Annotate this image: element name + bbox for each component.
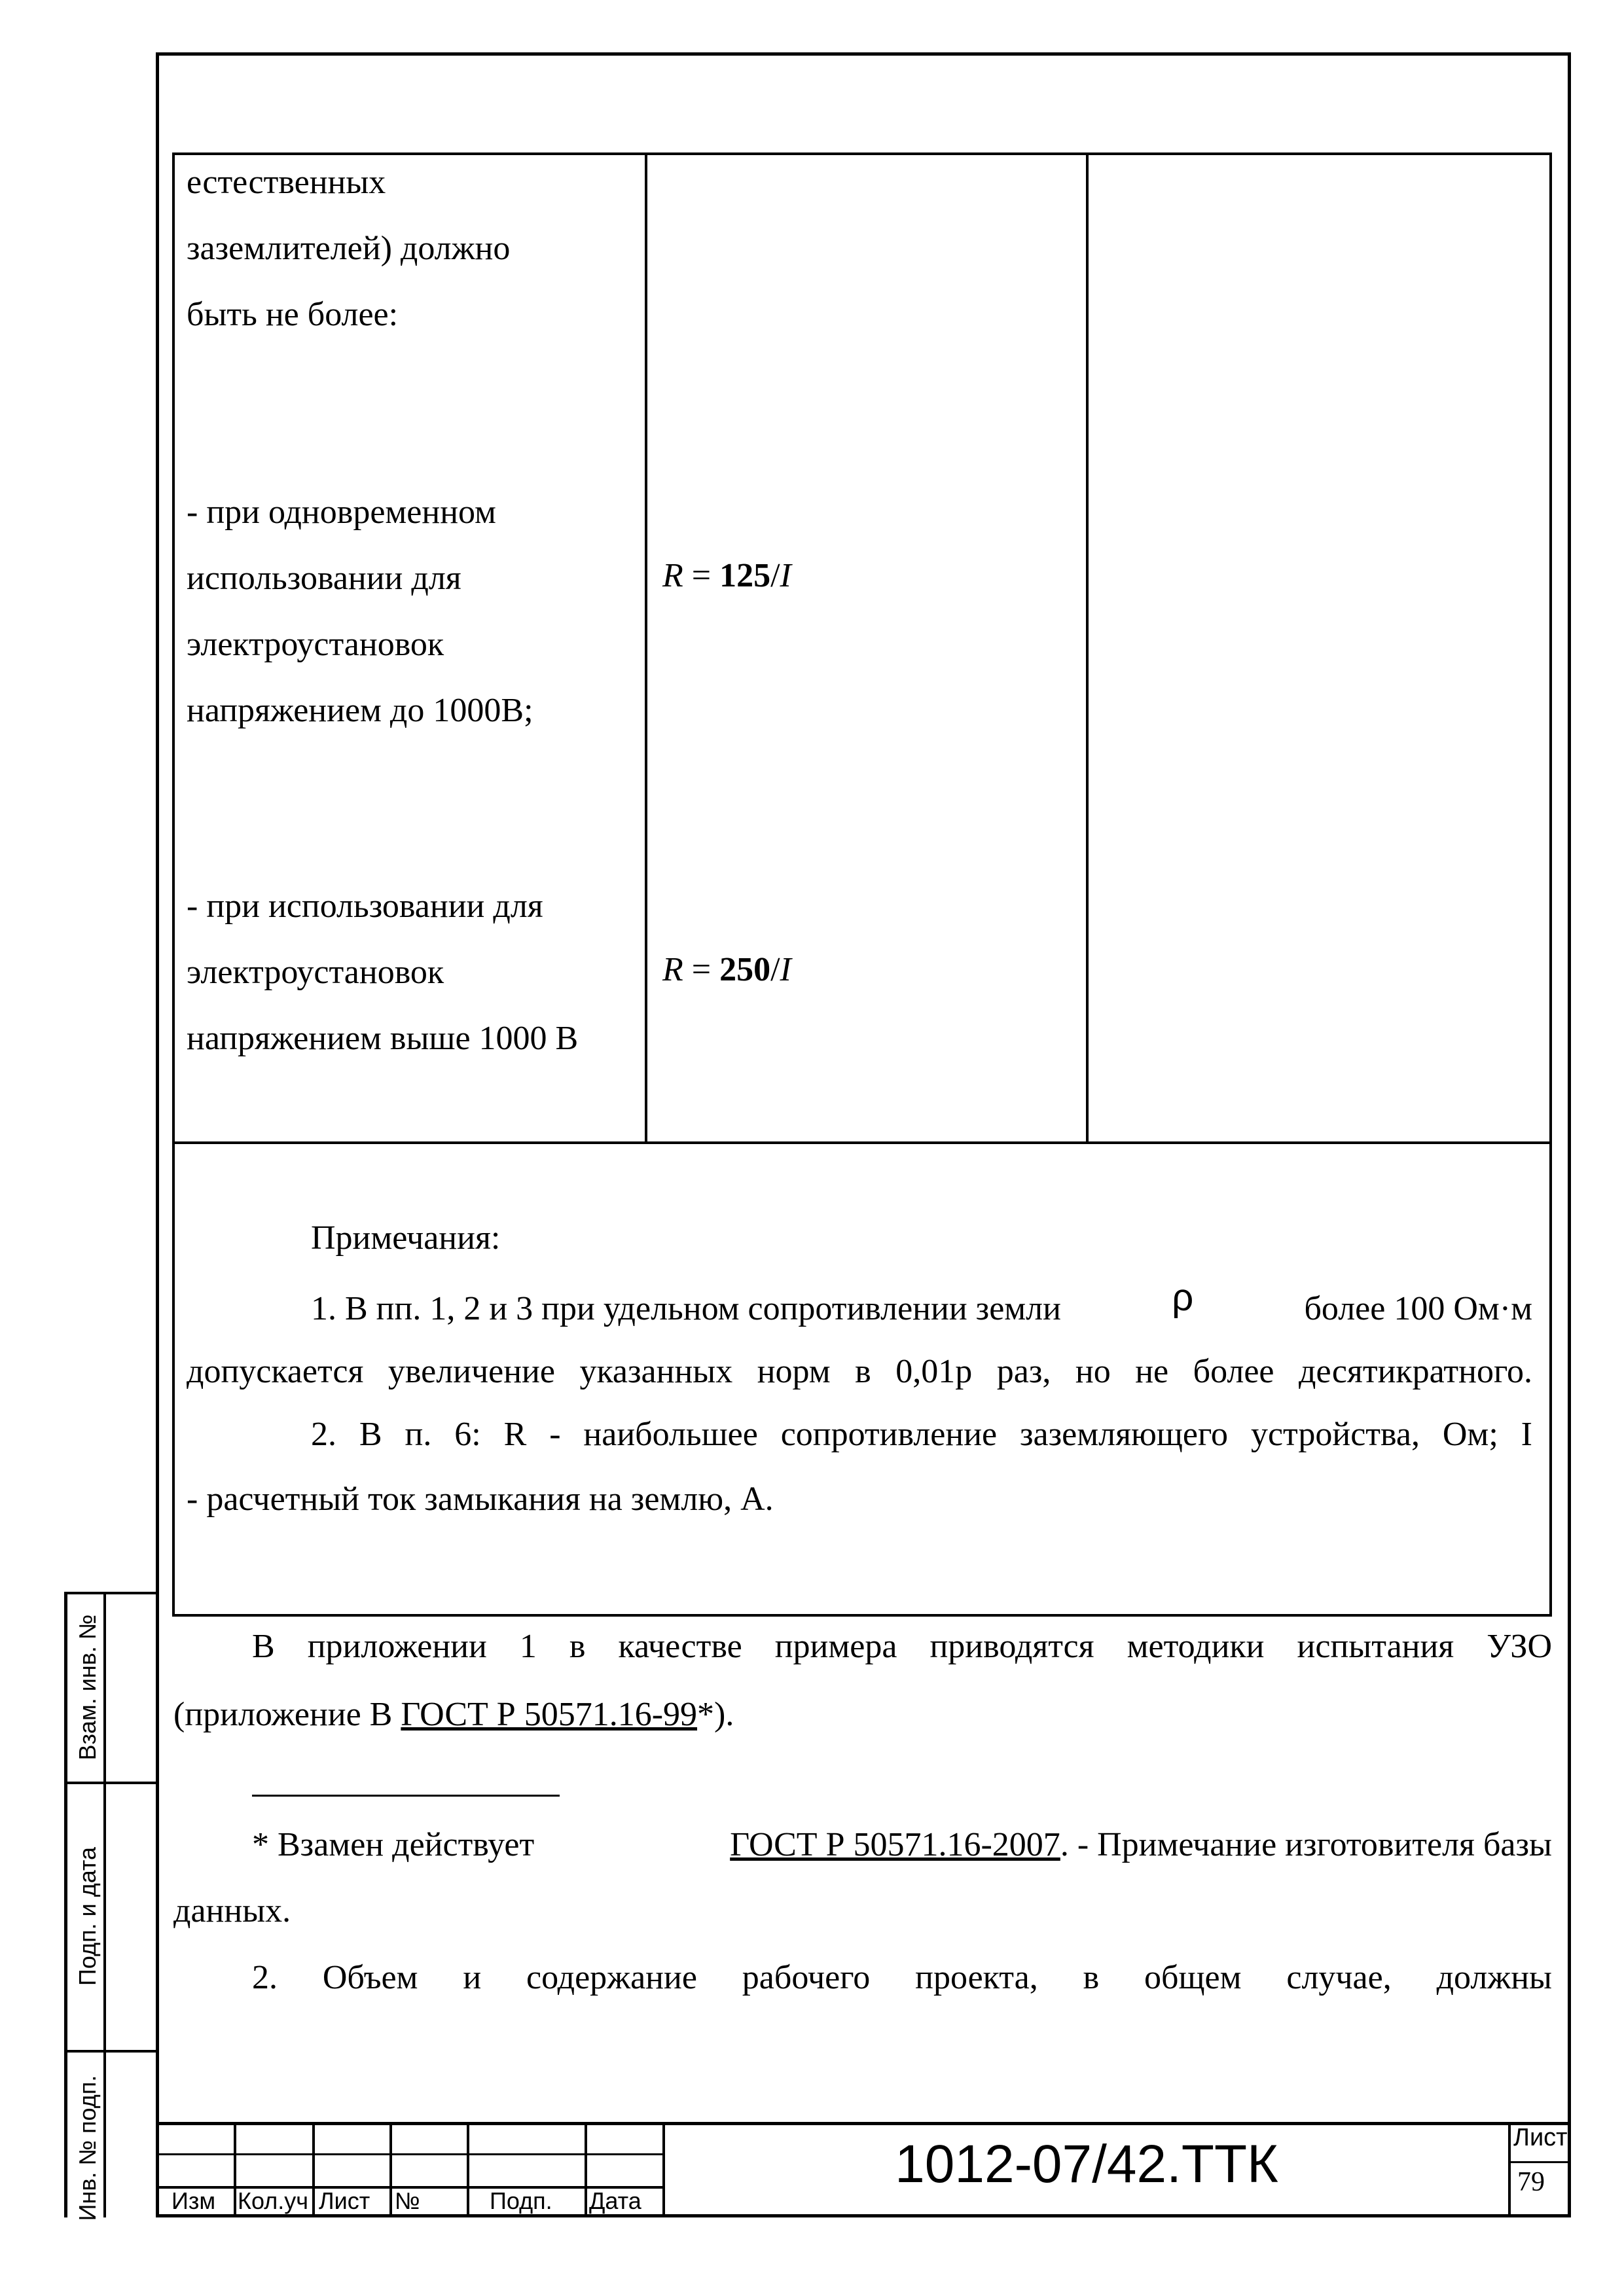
side-label-inv: Инв. № подп. <box>74 2075 101 2221</box>
footnote-line1 <box>252 1811 1552 1879</box>
stamp-header-list: Лист <box>319 2187 370 2214</box>
stamp-header-izm: Изм <box>171 2187 216 2214</box>
side-label-vzam: Взам. инв. № <box>74 1614 101 1761</box>
footnote-line2: данных. <box>173 1892 291 1929</box>
note1-line1-a: 1. В пп. 1, 2 и 3 при удельном сопротивлении земли <box>311 1290 1061 1327</box>
footnote-line1-a: * Взамен действует <box>252 1826 535 1863</box>
table-col1-line-7: напряжением до 1000В; <box>187 692 533 729</box>
formula-125 <box>662 556 791 595</box>
gost-link-1[interactable]: ГОСТ Р 50571.16-99 <box>401 1696 698 1733</box>
table-col1-line-10: напряжением выше 1000 В <box>187 1020 579 1057</box>
note1-line1-b: более 100 Ом·м <box>1304 1290 1532 1327</box>
table-col1-line-1: естественных <box>187 164 386 201</box>
table-col1-line-3: быть не более: <box>187 296 399 333</box>
table-col1-line-2: заземлителей) должно <box>187 230 511 267</box>
para1-line1: В приложении 1 в качестве примера приводятся методики испытания УЗО <box>252 1628 1552 1665</box>
para1-line2-b: *). <box>697 1696 734 1733</box>
formula-250-var: I <box>780 951 791 988</box>
formula-250-num: 250 <box>719 951 771 988</box>
side-label-podp: Подп. и дата <box>74 1846 101 1986</box>
note2-line1: 2. В п. 6: R - наибольшее сопротивление заземляющего устройства, Ом; I <box>311 1416 1532 1453</box>
para2-line1: 2. Объем и содержание рабочего проекта, в общем случае, должны <box>252 1959 1552 1996</box>
sheet-label: Лист <box>1513 2124 1568 2151</box>
footnote-line1-b: . - Примечание изготовителя базы <box>1060 1826 1552 1863</box>
formula-250-lhs: R <box>662 951 683 988</box>
stamp-header-podp: Подп. <box>490 2187 552 2214</box>
table-col1-line-8: - при использовании для <box>187 888 543 925</box>
rho-symbol: ρ <box>1172 1276 1194 1319</box>
para1-line2 <box>173 1681 734 1749</box>
formula-125-eq: = <box>691 557 712 594</box>
note1-line2: допускается увеличение указанных норм в 0,01р раз, но не более десятикратного. <box>187 1353 1532 1390</box>
gost-link-2[interactable]: ГОСТ Р 50571.16-2007 <box>730 1826 1060 1863</box>
formula-250 <box>662 950 791 989</box>
formula-250-eq: = <box>691 951 712 988</box>
table-col1-line-4: - при одновременном <box>187 493 496 531</box>
formula-125-var: I <box>780 557 791 594</box>
stamp-header-data: Дата <box>589 2187 641 2214</box>
sheet-number: 79 <box>1517 2167 1545 2197</box>
table-col1-line-5: использовании для <box>187 560 461 597</box>
formula-125-slash: / <box>770 557 780 594</box>
stamp-header-koluch: Кол.уч <box>238 2187 308 2214</box>
para1-line2-a: (приложение В <box>173 1696 401 1733</box>
note2-line2: - расчетный ток замыкания на землю, А. <box>187 1480 774 1518</box>
formula-125-lhs: R <box>662 557 683 594</box>
formula-125-num: 125 <box>719 557 771 594</box>
stamp-header-num: № <box>395 2187 420 2214</box>
table-col1-line-9: электроустановок <box>187 954 444 991</box>
formula-250-slash: / <box>770 951 780 988</box>
note1-line1 <box>311 1273 1532 1343</box>
footnote-separator <box>252 1795 560 1797</box>
table-col1-line-6: электроустановок <box>187 626 444 663</box>
document-code: 1012-07/42.ТТК <box>895 2134 1278 2194</box>
notes-title: Примечания: <box>311 1219 501 1257</box>
